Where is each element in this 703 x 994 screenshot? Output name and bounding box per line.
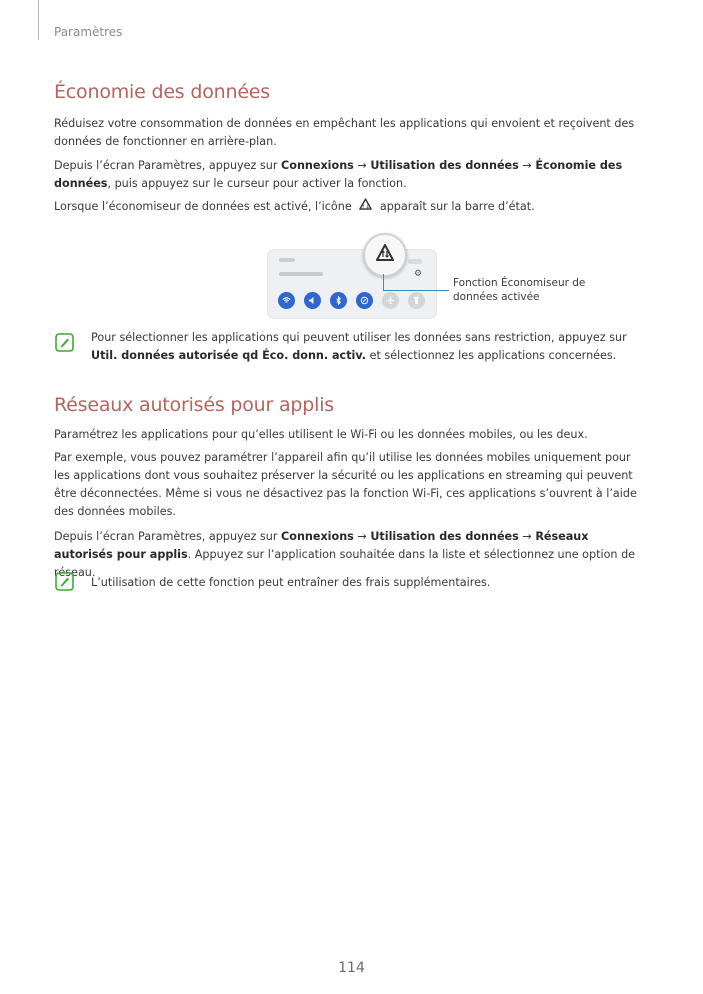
callout-line <box>383 290 449 291</box>
quick-panel-screenshot <box>267 249 437 319</box>
page-number: 114 <box>338 960 365 976</box>
menu-data-usage: Utilisation des données <box>370 530 519 543</box>
status-time-placeholder <box>279 258 295 262</box>
callout-label: Fonction Économiseur de données activée <box>453 277 586 303</box>
allowed-networks-intro: Paramétrez les applications pour qu’elles utilisent le Wi-Fi ou les données mobiles, ou les deux. <box>54 428 588 441</box>
header-rule <box>38 0 39 40</box>
svg-text:↑↓: ↑↓ <box>361 204 371 211</box>
allowed-networks-example: Par exemple, vous pouvez paramétrer l’appareil afin qu’il utilise les données mobiles uniquement pour les applications dont vous souhaitez préserver la sécurité ou les applications en streaming qui peuvent être déconnectées. Même si vous ne désactivez pas la fonction Wi-Fi, ces applications s’ouvrent à l’aide des données mobiles. <box>54 451 637 518</box>
note-icon <box>55 333 74 352</box>
data-saver-icon <box>357 198 374 213</box>
gear-icon: ⚙ <box>414 269 423 279</box>
battery-icon <box>408 259 422 264</box>
menu-data-usage: Utilisation des données <box>370 159 519 172</box>
sound-icon <box>304 292 321 309</box>
data-saver-icon-zoom <box>363 233 407 277</box>
data-saver-status-text: Lorsque l’économiseur de données est activé, l’icône ↑↓ apparaît sur la barre d’état. <box>54 200 535 213</box>
note-unrestricted-data: Pour sélectionner les applications qui peuvent utiliser les données sans restriction, appuyez sur Util. données autorisée qd Éco. donn. activ. et sélectionnez les applications concernées. <box>91 331 627 362</box>
note-icon <box>55 572 74 591</box>
data-saver-steps: Depuis l’écran Paramètres, appuyez sur Connexions → Utilisation des données → Économie des données, puis appuyez sur le curseur pour activer la fonction. <box>54 159 623 190</box>
airplane-icon <box>382 292 399 309</box>
status-date-placeholder <box>279 272 323 276</box>
section-heading-allowed-networks: Réseaux autorisés pour applis <box>54 394 334 416</box>
section-heading-data-saver: Économie des données <box>54 81 270 103</box>
header-title: Paramètres <box>54 25 123 39</box>
auto-rotate-icon <box>356 292 373 309</box>
wifi-icon <box>278 292 295 309</box>
callout-line <box>383 274 384 290</box>
menu-data-saver: Économie des données <box>54 159 623 190</box>
bluetooth-icon <box>330 292 347 309</box>
note-extra-charges: L’utilisation de cette fonction peut entraîner des frais supplémentaires. <box>91 576 491 589</box>
data-saver-intro: Réduisez votre consommation de données en empêchant les applications qui envoient et reçoivent des données de fonctionner en arrière-plan. <box>54 117 635 148</box>
menu-connexions: Connexions <box>281 530 354 543</box>
flashlight-icon <box>408 292 425 309</box>
menu-allowed-networks: Réseaux autorisés pour applis <box>54 530 589 561</box>
allowed-networks-steps: Depuis l’écran Paramètres, appuyez sur Connexions → Utilisation des données → Réseaux autorisés pour applis. Appuyez sur l’application souhaitée dans la liste et sélectionnez une option de réseau. <box>54 530 636 579</box>
menu-connexions: Connexions <box>281 159 354 172</box>
